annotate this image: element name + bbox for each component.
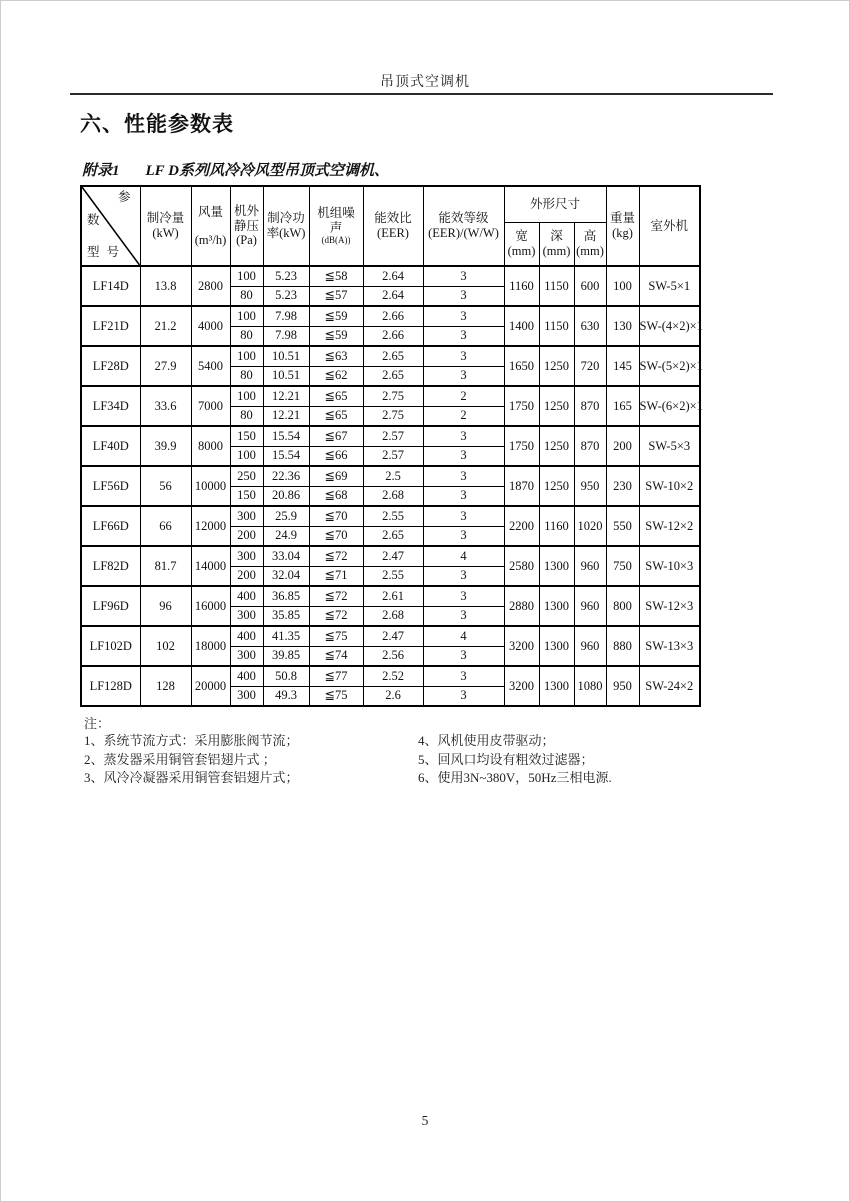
outdoor-unit-cell: SW-(6×2)×1 — [639, 386, 700, 426]
grade-cell: 3 — [423, 306, 504, 326]
outdoor-unit-cell: SW-5×1 — [639, 266, 700, 306]
width-cell: 2580 — [504, 546, 539, 586]
airflow-cell: 5400 — [191, 346, 230, 386]
table-row — [81, 546, 700, 566]
noise-cell: ≦69 — [309, 466, 363, 486]
outdoor-unit-cell: SW-(4×2)×1 — [639, 306, 700, 346]
col-header-noise — [309, 186, 363, 266]
model-cell: LF56D — [81, 466, 140, 506]
power-cell: 5.23 — [263, 286, 309, 306]
spec-table-body — [81, 266, 703, 706]
eer-cell: 2.65 — [363, 346, 423, 366]
corner-cell — [81, 186, 140, 266]
noise-cell: ≦57 — [309, 286, 363, 306]
grade-cell: 4 — [423, 546, 504, 566]
noise-cell: ≦71 — [309, 566, 363, 586]
grade-cell: 3 — [423, 486, 504, 506]
power-cell: 36.85 — [263, 586, 309, 606]
weight-cell: 800 — [606, 586, 639, 626]
header-line: 重量 — [610, 211, 636, 226]
height-cell: 1020 — [574, 506, 606, 546]
header-unit: (m³/h) — [194, 232, 227, 247]
appendix-label: 附录1 — [82, 163, 120, 179]
height-cell: 600 — [574, 266, 606, 306]
eer-cell: 2.61 — [363, 586, 423, 606]
weight-cell: 100 — [606, 266, 639, 306]
col-header-height — [574, 222, 606, 266]
grade-cell: 3 — [423, 466, 504, 486]
header-line: 深 — [550, 229, 563, 243]
power-cell: 39.85 — [263, 646, 309, 666]
depth-cell: 1150 — [539, 306, 574, 346]
header-line: 制冷功 — [267, 211, 305, 226]
notes-section — [84, 715, 850, 788]
weight-cell: 130 — [606, 306, 639, 346]
power-cell: 25.9 — [263, 506, 309, 526]
power-cell: 10.51 — [263, 366, 309, 386]
esp-cell: 80 — [230, 406, 263, 426]
note-item: 5、回风口均设有粗效过滤器； — [418, 751, 594, 767]
model-cell: LF21D — [81, 306, 140, 346]
notes-label: 注： — [84, 716, 111, 731]
width-cell: 1870 — [504, 466, 539, 506]
esp-cell: 150 — [230, 486, 263, 506]
cooling-capacity-cell: 128 — [140, 666, 191, 706]
col-header-dimensions: 外形尺寸 — [504, 186, 606, 222]
esp-cell: 400 — [230, 586, 263, 606]
esp-cell: 300 — [230, 686, 263, 706]
noise-cell: ≦66 — [309, 446, 363, 466]
header-unit: (dB(A)) — [321, 235, 351, 246]
model-cell: LF82D — [81, 546, 140, 586]
noise-cell: ≦67 — [309, 426, 363, 446]
header-line: 制冷量 — [146, 211, 185, 226]
outdoor-unit-cell: SW-(5×2)×1 — [639, 346, 700, 386]
esp-cell: 300 — [230, 606, 263, 626]
weight-cell: 950 — [606, 666, 639, 706]
power-cell: 12.21 — [263, 386, 309, 406]
noise-cell: ≦77 — [309, 666, 363, 686]
grade-cell: 4 — [423, 626, 504, 646]
table-row — [81, 386, 700, 406]
noise-cell: ≦70 — [309, 506, 363, 526]
cooling-capacity-cell: 39.9 — [140, 426, 191, 466]
noise-cell: ≦72 — [309, 546, 363, 566]
noise-cell: ≦58 — [309, 266, 363, 286]
eer-cell: 2.75 — [363, 386, 423, 406]
airflow-cell: 20000 — [191, 666, 230, 706]
header-line: 声 — [329, 220, 343, 235]
weight-cell: 145 — [606, 346, 639, 386]
noise-cell: ≦72 — [309, 606, 363, 626]
cooling-capacity-cell: 102 — [140, 626, 191, 666]
power-cell: 12.21 — [263, 406, 309, 426]
table-row — [81, 306, 700, 326]
power-cell: 10.51 — [263, 346, 309, 366]
note-item: 6、使用3N~380V，50Hz三相电源. — [418, 770, 612, 786]
model-cell: LF102D — [81, 626, 140, 666]
model-cell: LF28D — [81, 346, 140, 386]
cooling-capacity-cell: 21.2 — [140, 306, 191, 346]
table-row — [81, 266, 700, 286]
noise-cell: ≦65 — [309, 386, 363, 406]
esp-cell: 300 — [230, 546, 263, 566]
header-row-1 — [81, 186, 700, 222]
note-item: 2、蒸发器采用铜管套铝翅片式 ； — [84, 751, 276, 767]
height-cell: 960 — [574, 586, 606, 626]
header-unit: (EER) — [377, 226, 409, 240]
power-cell: 32.04 — [263, 566, 309, 586]
width-cell: 3200 — [504, 626, 539, 666]
running-header-title: 吊顶式空调机 — [380, 75, 470, 90]
note-item: 3、风冷冷凝器采用铜管套铝翅片式； — [84, 770, 299, 786]
power-cell: 7.98 — [263, 306, 309, 326]
eer-cell: 2.52 — [363, 666, 423, 686]
grade-cell: 3 — [423, 346, 504, 366]
weight-cell: 550 — [606, 506, 639, 546]
esp-cell: 100 — [230, 266, 263, 286]
eer-cell: 2.6 — [363, 686, 423, 706]
power-cell: 41.35 — [263, 626, 309, 646]
power-cell: 33.04 — [263, 546, 309, 566]
noise-cell: ≦75 — [309, 626, 363, 646]
grade-cell: 3 — [423, 506, 504, 526]
esp-cell: 300 — [230, 506, 263, 526]
airflow-cell: 18000 — [191, 626, 230, 666]
noise-cell: ≦72 — [309, 586, 363, 606]
table-row — [81, 666, 700, 686]
height-cell: 1080 — [574, 666, 606, 706]
grade-cell: 2 — [423, 386, 504, 406]
model-cell: LF40D — [81, 426, 140, 466]
cooling-capacity-cell: 27.9 — [140, 346, 191, 386]
col-header-weight — [606, 186, 639, 266]
height-cell: 950 — [574, 466, 606, 506]
outdoor-unit-cell: SW-12×2 — [639, 506, 700, 546]
cooling-capacity-cell: 81.7 — [140, 546, 191, 586]
header-line: 宽 — [515, 229, 528, 243]
noise-cell: ≦74 — [309, 646, 363, 666]
esp-cell: 100 — [230, 446, 263, 466]
esp-cell: 100 — [230, 346, 263, 366]
esp-cell: 250 — [230, 466, 263, 486]
eer-cell: 2.55 — [363, 566, 423, 586]
noise-cell: ≦70 — [309, 526, 363, 546]
model-cell: LF96D — [81, 586, 140, 626]
col-header-airflow — [191, 186, 230, 266]
esp-cell: 400 — [230, 666, 263, 686]
esp-cell: 100 — [230, 306, 263, 326]
model-cell: LF14D — [81, 266, 140, 306]
noise-cell: ≦62 — [309, 366, 363, 386]
depth-cell: 1250 — [539, 466, 574, 506]
weight-cell: 165 — [606, 386, 639, 426]
width-cell: 1650 — [504, 346, 539, 386]
cooling-capacity-cell: 56 — [140, 466, 191, 506]
grade-cell: 3 — [423, 446, 504, 466]
esp-cell: 80 — [230, 366, 263, 386]
outdoor-unit-cell: SW-10×2 — [639, 466, 700, 506]
grade-cell: 3 — [423, 366, 504, 386]
page-number: 5 — [421, 1113, 429, 1128]
eer-cell: 2.65 — [363, 366, 423, 386]
airflow-cell: 10000 — [191, 466, 230, 506]
eer-cell: 2.56 — [363, 646, 423, 666]
height-cell: 870 — [574, 386, 606, 426]
outdoor-unit-cell: SW-13×3 — [639, 626, 700, 666]
header-line: 风量 — [197, 204, 223, 219]
power-cell: 7.98 — [263, 326, 309, 346]
power-cell: 49.3 — [263, 686, 309, 706]
width-cell: 1160 — [504, 266, 539, 306]
header-line: 率(kW) — [266, 226, 306, 240]
esp-cell: 300 — [230, 646, 263, 666]
corner-model-label: 型 号 — [87, 245, 122, 260]
eer-cell: 2.75 — [363, 406, 423, 426]
header-unit: (mm) — [542, 243, 571, 258]
header-line: 静压 — [233, 218, 259, 233]
airflow-cell: 8000 — [191, 426, 230, 466]
table-row — [81, 506, 700, 526]
eer-cell: 2.68 — [363, 486, 423, 506]
table-header — [81, 186, 700, 266]
noise-cell: ≦65 — [309, 406, 363, 426]
eer-cell: 2.47 — [363, 626, 423, 646]
col-header-outdoor: 室外机 — [639, 186, 700, 266]
width-cell: 1750 — [504, 426, 539, 466]
col-header-eer — [363, 186, 423, 266]
weight-cell: 200 — [606, 426, 639, 466]
depth-cell: 1250 — [539, 346, 574, 386]
note-item: 4、风机使用皮带驱动； — [418, 733, 555, 748]
depth-cell: 1160 — [539, 506, 574, 546]
appendix-line — [82, 159, 850, 180]
power-cell: 24.9 — [263, 526, 309, 546]
header-line: 高 — [583, 229, 597, 243]
weight-cell: 880 — [606, 626, 639, 666]
model-cell: LF128D — [81, 666, 140, 706]
height-cell: 960 — [574, 626, 606, 666]
outdoor-unit-cell: SW-12×3 — [639, 586, 700, 626]
eer-cell: 2.47 — [363, 546, 423, 566]
eer-cell: 2.5 — [363, 466, 423, 486]
width-cell: 3200 — [504, 666, 539, 706]
power-cell: 15.54 — [263, 426, 309, 446]
depth-cell: 1300 — [539, 626, 574, 666]
outdoor-unit-cell: SW-5×3 — [639, 426, 700, 466]
esp-cell: 80 — [230, 286, 263, 306]
grade-cell: 3 — [423, 526, 504, 546]
corner-param-char-1: 参 — [117, 190, 131, 204]
header-unit: (mm) — [576, 243, 604, 258]
grade-cell: 3 — [423, 646, 504, 666]
eer-cell: 2.65 — [363, 526, 423, 546]
eer-cell: 2.66 — [363, 326, 423, 346]
power-cell: 35.85 — [263, 606, 309, 626]
depth-cell: 1250 — [539, 426, 574, 466]
header-line: 机外 — [233, 203, 259, 218]
esp-cell: 400 — [230, 626, 263, 646]
noise-cell: ≦59 — [309, 306, 363, 326]
cooling-capacity-cell: 96 — [140, 586, 191, 626]
airflow-cell: 7000 — [191, 386, 230, 426]
table-row — [81, 626, 700, 646]
col-header-width — [504, 222, 539, 266]
eer-cell: 2.64 — [363, 266, 423, 286]
grade-cell: 3 — [423, 606, 504, 626]
height-cell: 960 — [574, 546, 606, 586]
grade-cell: 3 — [423, 686, 504, 706]
notes-columns — [84, 732, 850, 788]
noise-cell: ≦75 — [309, 686, 363, 706]
header-line: 能效等级 — [438, 211, 489, 226]
power-cell: 5.23 — [263, 266, 309, 286]
depth-cell: 1250 — [539, 386, 574, 426]
power-cell: 20.86 — [263, 486, 309, 506]
header-unit: (Pa) — [236, 233, 257, 248]
height-cell: 870 — [574, 426, 606, 466]
table-row — [81, 466, 700, 486]
eer-cell: 2.55 — [363, 506, 423, 526]
weight-cell: 750 — [606, 546, 639, 586]
airflow-cell: 2800 — [191, 266, 230, 306]
notes-left — [84, 732, 418, 788]
esp-cell: 80 — [230, 326, 263, 346]
header-unit: (kg) — [612, 226, 633, 240]
depth-cell: 1300 — [539, 546, 574, 586]
model-cell: LF34D — [81, 386, 140, 426]
header-line: 机组噪 — [317, 205, 355, 220]
grade-cell: 3 — [423, 326, 504, 346]
width-cell: 1750 — [504, 386, 539, 426]
width-cell: 2880 — [504, 586, 539, 626]
cooling-capacity-cell: 66 — [140, 506, 191, 546]
eer-cell: 2.57 — [363, 446, 423, 466]
notes-right — [418, 732, 612, 788]
table-row — [81, 346, 700, 366]
esp-cell: 150 — [230, 426, 263, 446]
power-cell: 22.36 — [263, 466, 309, 486]
grade-cell: 3 — [423, 266, 504, 286]
esp-cell: 100 — [230, 386, 263, 406]
spec-table — [80, 185, 701, 707]
col-header-grade — [423, 186, 504, 266]
esp-cell: 200 — [230, 566, 263, 586]
model-cell: LF66D — [81, 506, 140, 546]
weight-cell: 230 — [606, 466, 639, 506]
header-unit: (mm) — [507, 243, 536, 258]
airflow-cell: 16000 — [191, 586, 230, 626]
height-cell: 720 — [574, 346, 606, 386]
corner-param-char-2: 数 — [87, 213, 100, 227]
col-header-cooling — [140, 186, 191, 266]
grade-cell: 3 — [423, 286, 504, 306]
table-row — [81, 586, 700, 606]
cooling-capacity-cell: 13.8 — [140, 266, 191, 306]
noise-cell: ≦68 — [309, 486, 363, 506]
grade-cell: 3 — [423, 426, 504, 446]
grade-cell: 3 — [423, 666, 504, 686]
airflow-cell: 14000 — [191, 546, 230, 586]
height-cell: 630 — [574, 306, 606, 346]
airflow-cell: 4000 — [191, 306, 230, 346]
eer-cell: 2.68 — [363, 606, 423, 626]
header-unit: (kW) — [152, 226, 179, 240]
appendix-title: LF D系列风冷冷风型吊顶式空调机、 — [145, 163, 389, 179]
power-cell: 50.8 — [263, 666, 309, 686]
outdoor-unit-cell: SW-24×2 — [639, 666, 700, 706]
depth-cell: 1300 — [539, 586, 574, 626]
width-cell: 2200 — [504, 506, 539, 546]
grade-cell: 3 — [423, 586, 504, 606]
table-row — [81, 426, 700, 446]
noise-cell: ≦63 — [309, 346, 363, 366]
cooling-capacity-cell: 33.6 — [140, 386, 191, 426]
grade-cell: 2 — [423, 406, 504, 426]
depth-cell: 1300 — [539, 666, 574, 706]
esp-cell: 200 — [230, 526, 263, 546]
col-header-esp — [230, 186, 263, 266]
col-header-depth — [539, 222, 574, 266]
eer-cell: 2.66 — [363, 306, 423, 326]
note-item: 1、系统节流方式：采用膨胀阀节流； — [84, 733, 299, 748]
col-header-power — [263, 186, 309, 266]
grade-cell: 3 — [423, 566, 504, 586]
width-cell: 1400 — [504, 306, 539, 346]
header-line: 能效比 — [374, 211, 412, 226]
airflow-cell: 12000 — [191, 506, 230, 546]
header-unit: (EER)/(W/W) — [428, 226, 499, 240]
eer-cell: 2.57 — [363, 426, 423, 446]
eer-cell: 2.64 — [363, 286, 423, 306]
noise-cell: ≦59 — [309, 326, 363, 346]
depth-cell: 1150 — [539, 266, 574, 306]
header-rule — [70, 93, 773, 95]
section-title: 六、性能参数表 — [80, 113, 234, 136]
power-cell: 15.54 — [263, 446, 309, 466]
outdoor-unit-cell: SW-10×3 — [639, 546, 700, 586]
